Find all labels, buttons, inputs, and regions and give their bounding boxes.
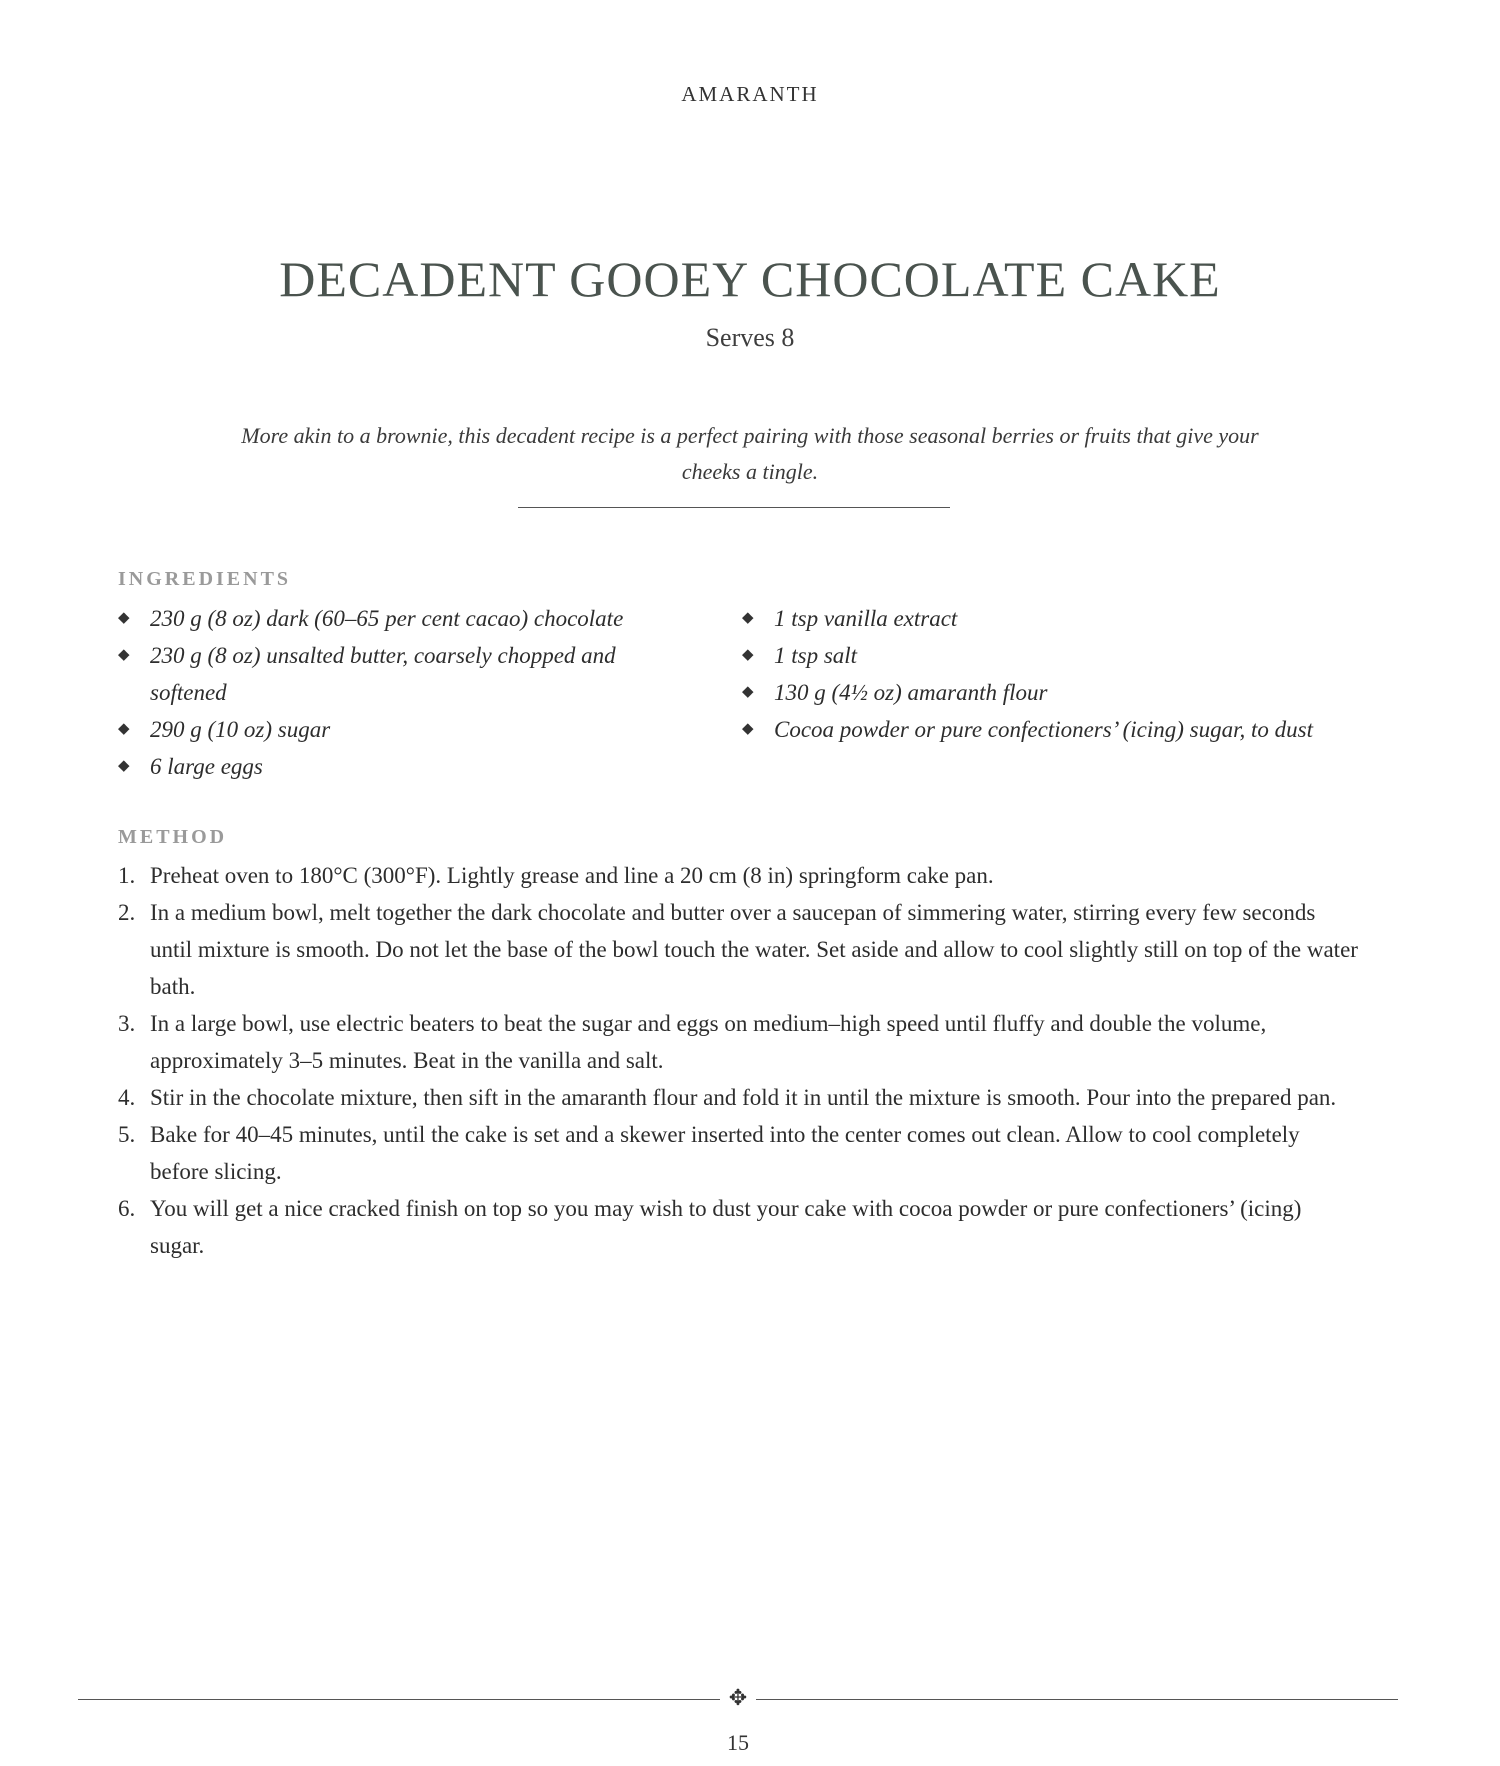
step-text: In a medium bowl, melt together the dark chocolate and butter over a saucepan of simmering water, stirring every few seconds until mixture is smooth. Do not let the base of the bowl touch the water. Set aside and allow to cool slightly still on top of the water bath. <box>150 900 1358 999</box>
diamond-bullet-icon: ◆ <box>742 610 754 626</box>
step-text: Stir in the chocolate mixture, then sift in the amaranth flour and fold it in until the mixture is smooth. Pour into the prepared pan. <box>150 1085 1337 1110</box>
running-head: AMARANTH <box>681 82 819 106</box>
ingredient-item: ◆ 130 g (4½ oz) amaranth flour <box>742 674 1382 711</box>
step-number: 1. <box>118 863 136 888</box>
ingredients-list-left <box>118 600 678 785</box>
ingredients-list-right <box>742 600 1382 748</box>
serves-count: Serves 8 <box>705 323 795 352</box>
ingredient-item: ◆ Cocoa powder or pure confectioners’ (icing) sugar, to dust <box>742 711 1382 748</box>
recipe-intro: More akin to a brownie, this decadent recipe is a perfect pairing with those seasonal berries or fruits that give your cheeks a tingle. <box>241 423 1259 484</box>
ingredient-item: ◆ 1 tsp vanilla extract <box>742 600 1382 637</box>
step-number: 4. <box>118 1085 136 1110</box>
diamond-bullet-icon: ◆ <box>118 610 130 626</box>
ingredients-heading: INGREDIENTS <box>118 568 292 590</box>
method-heading: METHOD <box>118 826 228 848</box>
diamond-bullet-icon: ◆ <box>118 647 130 663</box>
page-number: 15 <box>727 1730 749 1755</box>
diamond-bullet-icon: ◆ <box>742 684 754 700</box>
ingredient-item: ◆ 1 tsp salt <box>742 637 1382 674</box>
diamond-bullet-icon: ◆ <box>742 647 754 663</box>
step-number: 5. <box>118 1122 136 1147</box>
diamond-bullet-icon: ◆ <box>118 721 130 737</box>
knot-ornament-icon: ✥ <box>720 1686 756 1712</box>
diamond-bullet-icon: ◆ <box>118 758 130 774</box>
method-step <box>118 1190 1358 1264</box>
step-number: 3. <box>118 1011 136 1036</box>
step-text: Preheat oven to 180°C (300°F). Lightly grease and line a 20 cm (8 in) springform cake pan. <box>150 863 994 888</box>
step-text: Bake for 40–45 minutes, until the cake is set and a skewer inserted into the center comes out clean. Allow to cool completely before slicing. <box>150 1122 1300 1184</box>
step-number: 6. <box>118 1196 136 1221</box>
ingredient-item: ◆ 6 large eggs <box>118 748 678 785</box>
method-step <box>118 1079 1358 1116</box>
step-number: 2. <box>118 900 136 925</box>
recipe-title: DECADENT GOOEY CHOCOLATE CAKE <box>279 251 1221 307</box>
ingredient-item: ◆ 230 g (8 oz) unsalted butter, coarsely chopped and softened <box>118 637 678 711</box>
step-text: You will get a nice cracked finish on top so you may wish to dust your cake with cocoa powder or pure confectioners’ (icing) sugar. <box>150 1196 1302 1258</box>
intro-divider <box>518 507 950 508</box>
ingredient-item: ◆ 230 g (8 oz) dark (60–65 per cent cacao) chocolate <box>118 600 678 637</box>
method-steps <box>118 857 1358 1264</box>
diamond-bullet-icon: ◆ <box>742 721 754 737</box>
method-step <box>118 894 1358 1005</box>
ingredient-item: ◆ 290 g (10 oz) sugar <box>118 711 678 748</box>
step-text: In a large bowl, use electric beaters to beat the sugar and eggs on medium–high speed until fluffy and double the volume, approximately 3–5 minutes. Beat in the vanilla and salt. <box>150 1011 1267 1073</box>
method-step <box>118 1005 1358 1079</box>
method-step <box>118 857 1358 894</box>
method-step <box>118 1116 1358 1190</box>
